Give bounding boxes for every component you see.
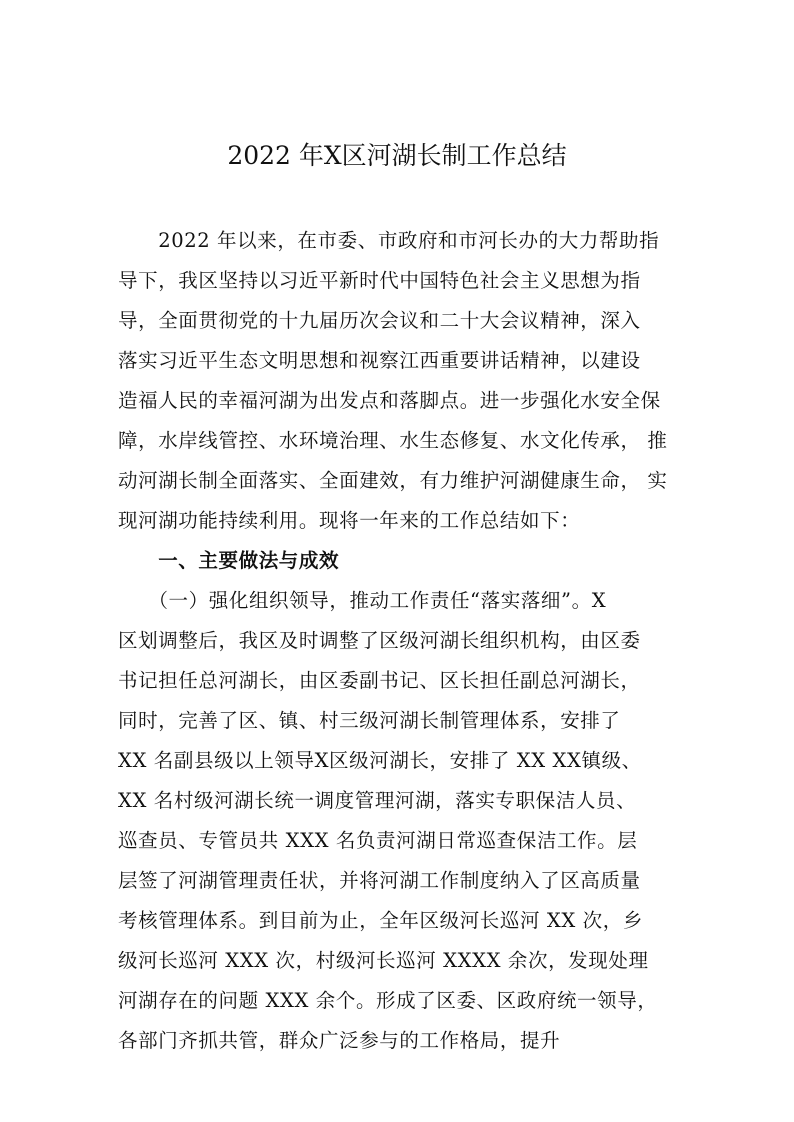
body-line-18: 考核管理体系。到目前为止，全年区级河长巡河 XX 次，乡 xyxy=(118,909,643,932)
body-line-14: XX 名副县级以上领导X区级河湖长，安排了 XX XX镇级、 xyxy=(118,749,642,772)
section-heading: 一、主要做法与成效 xyxy=(118,549,340,572)
body-line-12: 书记担任总河湖长，由区委副书记、区长担任副总河湖长， xyxy=(118,669,641,692)
body-line-5: 造福人民的幸福河湖为出发点和落脚点。进一步强化水安全保 xyxy=(118,389,661,412)
body-line-7: 动河湖长制全面落实、全面建效，有力维护河湖健康生命， 实 xyxy=(118,469,668,492)
body-line-10: （一）强化组织领导，推动工作责任“落实落细”。X xyxy=(118,589,607,612)
body-line-1: 2022 年以来，在市委、市政府和市河长办的大力帮助指 xyxy=(118,229,660,252)
body-line-13: 同时，完善了区、镇、村三级河湖长制管理体系，安排了 xyxy=(118,709,621,732)
body-line-15: XX 名村级河湖长统一调度管理河湖，落实专职保洁人员、 xyxy=(118,789,637,812)
body-line-3: 导，全面贯彻党的十九届历次会议和二十大会议精神，深入 xyxy=(118,309,641,332)
body-line-20: 河湖存在的问题 XXX 余个。形成了区委、区政府统一领导， xyxy=(118,989,658,1012)
body-line-19: 级河长巡河 XXX 次，村级河长巡河 XXXX 余次，发现处理 xyxy=(118,949,649,972)
body-line-16: 巡查员、专管员共 XXX 名负责河湖日常巡查保洁工作。层 xyxy=(118,829,638,852)
body-line-8: 现河湖功能持续利用。现将一年来的工作总结如下： xyxy=(118,509,581,532)
body-line-21: 各部门齐抓共管，群众广泛参与的工作格局，提升 xyxy=(118,1029,561,1052)
body-line-4: 落实习近平生态文明思想和视察江西重要讲话精神，以建设 xyxy=(118,349,641,372)
body-line-11: 区划调整后，我区及时调整了区级河湖长组织机构，由区委 xyxy=(118,629,641,652)
body-line-6: 障，水岸线管控、水环境治理、水生态修复、水文化传承， 推 xyxy=(118,429,668,452)
body-line-17: 层签了河湖管理责任状，并将河湖工作制度纳入了区高质量 xyxy=(118,869,641,892)
document-title: 2022 年X区河湖长制工作总结 xyxy=(227,141,567,170)
body-line-2: 导下，我区坚持以习近平新时代中国特色社会主义思想为指 xyxy=(118,269,641,292)
